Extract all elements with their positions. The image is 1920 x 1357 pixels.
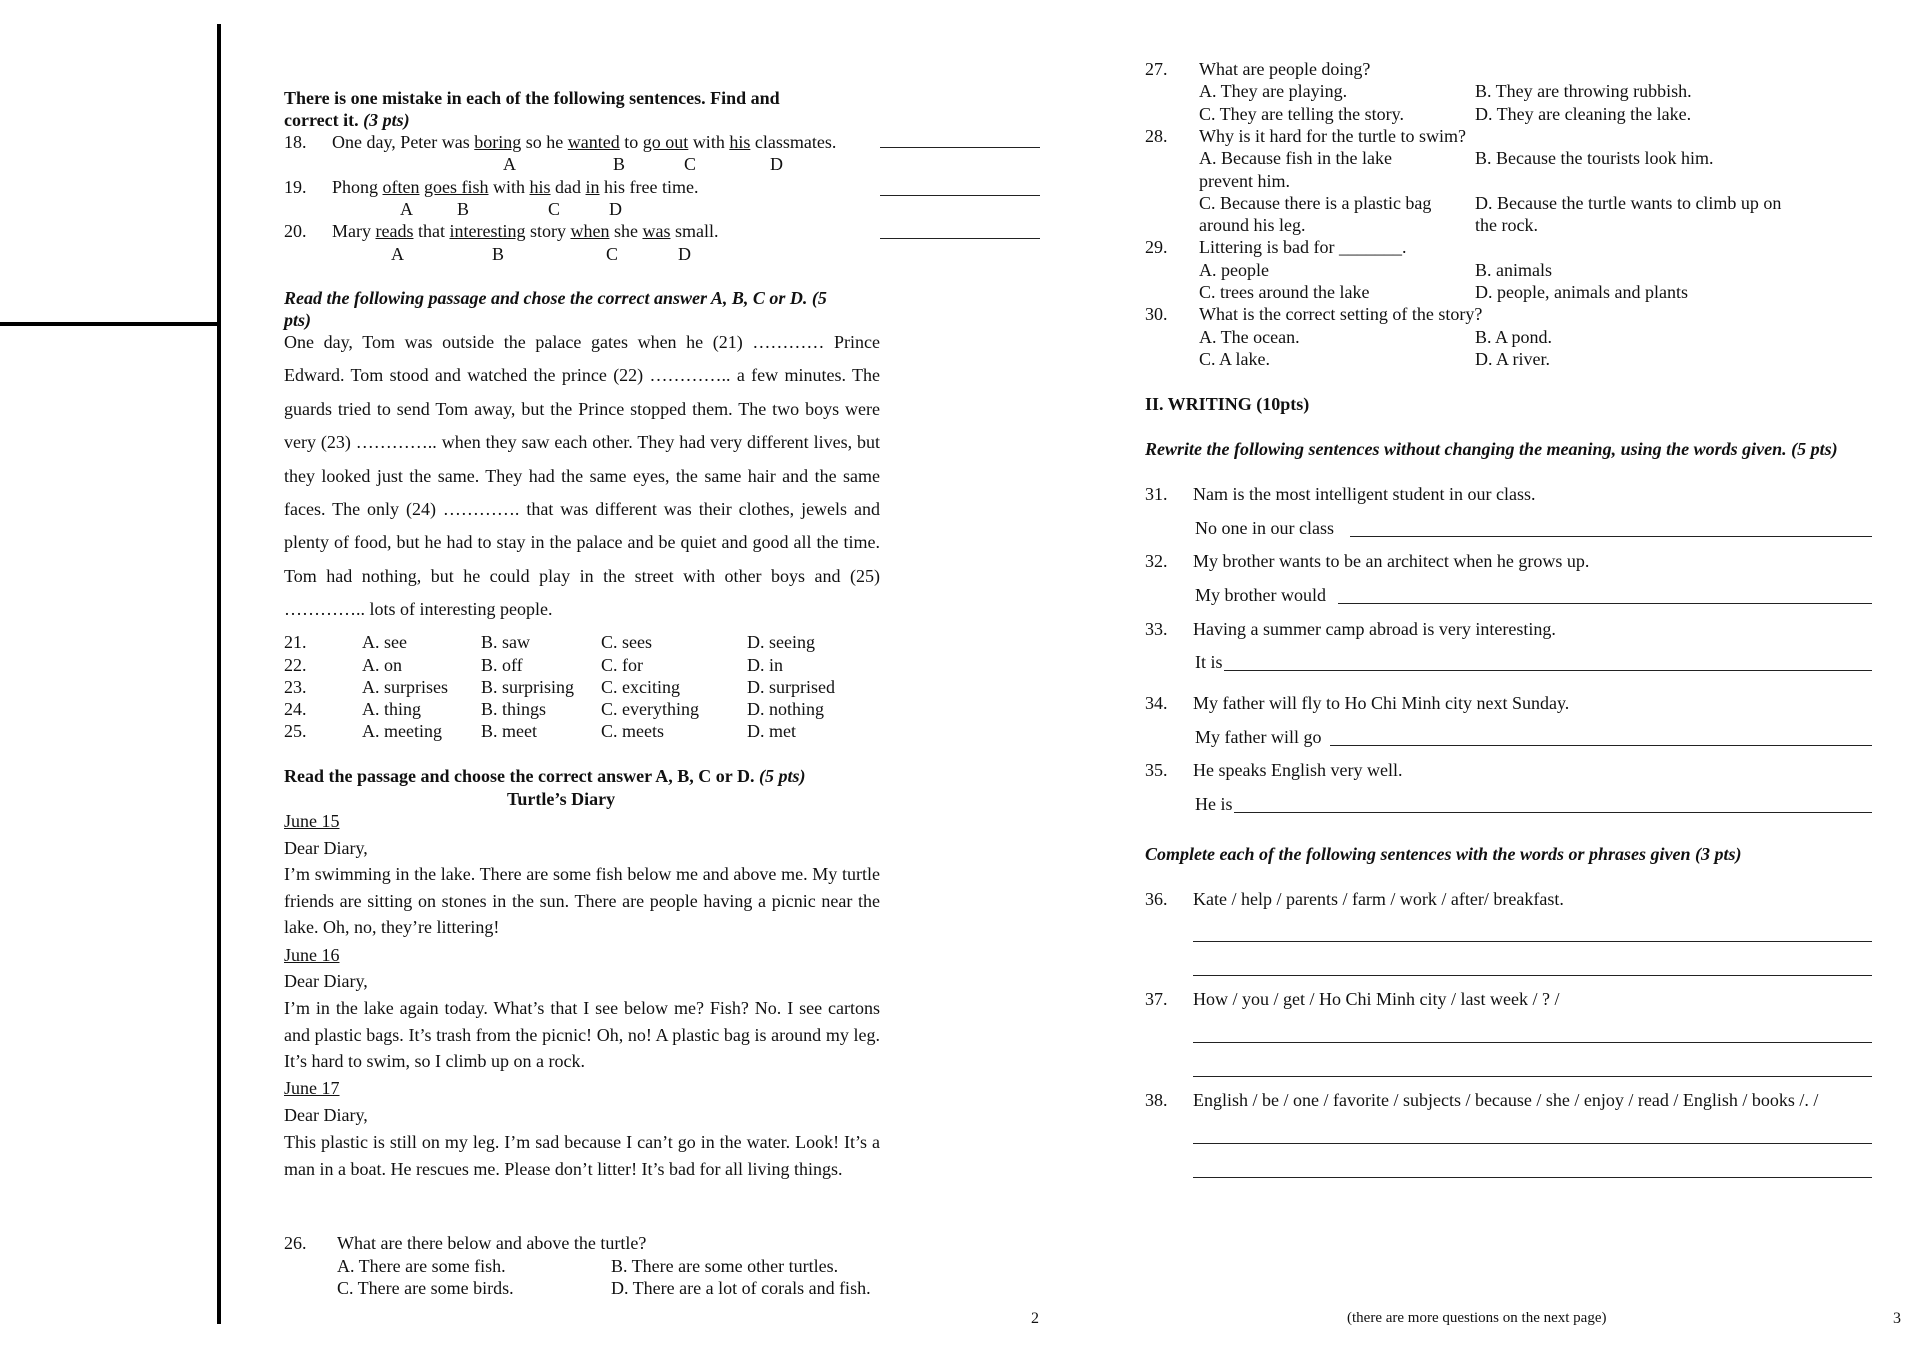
diary-date: June 17 <box>284 1078 340 1098</box>
option-a: A. There are some fish. <box>337 1256 506 1276</box>
option-letter: B <box>613 154 626 174</box>
option-d: D. They are cleaning the lake. <box>1475 104 1692 124</box>
option-d: D. in <box>747 655 783 675</box>
rewrite-prompt: No one in our class <box>1195 518 1334 538</box>
option-b: B. animals <box>1475 260 1552 280</box>
option-a: A. meeting <box>362 721 442 741</box>
answer-line-36a[interactable] <box>1193 941 1872 942</box>
cloze-passage: One day, Tom was outside the palace gates when he (21) ………… Prince Edward. Tom stood and watched the prince (22) ………….. a few minutes. The guards tried to send Tom away, but the Prince stopped them. The two boys were very (23) ………….. when they saw each other. They had very different lives, but they looked just the same. They had the same eyes, the same hair and the same faces. The only (24) …………. that was different was their clothes, jewels and plenty of food, but he had to stay in the palace and be quiet and good all the time. Tom had nothing, but he could play in the street with other boys and (25) ………….. lots of interesting people. <box>284 332 880 620</box>
question-text: What are there below and above the turtle? <box>337 1233 647 1253</box>
option-c: C. everything <box>601 699 699 719</box>
answer-line-37a[interactable] <box>1193 1042 1872 1043</box>
question-num: 36. <box>1145 889 1168 909</box>
option-a: A. thing <box>362 699 422 719</box>
option-letter: B <box>492 244 505 264</box>
question-num: 27. <box>1145 59 1168 79</box>
option-letter: A <box>503 154 516 174</box>
rewrite-prompt: He is <box>1195 794 1233 814</box>
option-row-num: 21. <box>284 632 307 652</box>
option-b: B. things <box>481 699 547 719</box>
diary-date: June 15 <box>284 811 340 831</box>
option-row-num: 24. <box>284 699 307 719</box>
diary-entry-text: I’m in the lake again today. What’s that I see below me? Fish? No. I see cartons and plastic bags. It’s trash from the picnic! Oh, no! A plastic bag is around my leg. It’s hard to swim, so I climb up on a rock. <box>284 998 880 1072</box>
binding-horizontal-line <box>0 322 219 326</box>
answer-line-34[interactable] <box>1330 745 1872 746</box>
complete-cue: Kate / help / parents / farm / work / after/ breakfast. <box>1193 889 1564 909</box>
option-letter: B <box>457 199 470 219</box>
option-row-num: 22. <box>284 655 307 675</box>
answer-line-33[interactable] <box>1224 670 1872 671</box>
option-d: D. Because the turtle wants to climb up on <box>1475 193 1782 213</box>
question-num: 26. <box>284 1233 307 1253</box>
rewrite-section-title: Rewrite the following sentences without changing the meaning, using the words given. (5 pts) <box>1145 439 1838 459</box>
answer-blank-18[interactable] <box>880 147 1040 148</box>
option-a: A. see <box>362 632 407 652</box>
option-c: C. for <box>601 655 643 675</box>
option-b: B. They are throwing rubbish. <box>1475 81 1692 101</box>
option-a: A. on <box>362 655 402 675</box>
footer-note: (there are more questions on the next page) <box>1347 1310 1607 1326</box>
error-item-18: 18. <box>284 132 307 152</box>
option-a: A. The ocean. <box>1199 327 1300 347</box>
diary-greeting: Dear Diary, <box>284 1105 368 1125</box>
rewrite-prompt: My brother would <box>1195 585 1326 605</box>
page-number: 2 <box>1031 1310 1039 1327</box>
option-d: D. There are a lot of corals and fish. <box>611 1278 871 1298</box>
option-c: C. A lake. <box>1199 349 1270 369</box>
option-a: A. Because fish in the lake <box>1199 148 1392 168</box>
error-item-20-sentence: Mary reads that interesting story when she was small. <box>332 221 719 241</box>
diary-entry-text: This plastic is still on my leg. I’m sad because I can’t go in the water. Look! It’s a man in a boat. He rescues me. Please don’t litter! It’s bad for all living things. <box>284 1132 880 1179</box>
rewrite-sentence: Nam is the most intelligent student in our class. <box>1193 484 1536 504</box>
option-d: D. surprised <box>747 677 835 697</box>
question-num: 31. <box>1145 484 1168 504</box>
page-number: 3 <box>1893 1310 1901 1327</box>
answer-line-32[interactable] <box>1338 603 1872 604</box>
cloze-section-title: Read the following passage and chose the correct answer A, B, C or D. (5 <box>284 288 827 308</box>
diary-greeting: Dear Diary, <box>284 971 368 991</box>
answer-line-35[interactable] <box>1234 812 1872 813</box>
option-d: D. met <box>747 721 796 741</box>
rewrite-prompt: My father will go <box>1195 727 1322 747</box>
rewrite-prompt: It is <box>1195 652 1223 672</box>
answer-line-38a[interactable] <box>1193 1143 1872 1144</box>
question-num: 35. <box>1145 760 1168 780</box>
error-item-20: 20. <box>284 221 307 241</box>
option-letter: C <box>548 199 561 219</box>
option-b: B. There are some other turtles. <box>611 1256 839 1276</box>
diary-entry-text: I’m swimming in the lake. There are some fish below me and above me. My turtle friends are sitting on stones in the sun. There are people having a picnic near the lake. Oh, no, they’re littering! <box>284 864 880 938</box>
question-num: 38. <box>1145 1090 1168 1110</box>
complete-section-title: Complete each of the following sentences with the words or phrases given (3 pts) <box>1145 844 1742 864</box>
option-a: A. people <box>1199 260 1269 280</box>
rewrite-sentence: He speaks English very well. <box>1193 760 1403 780</box>
question-num: 34. <box>1145 693 1168 713</box>
option-c: C. They are telling the story. <box>1199 104 1404 124</box>
diary-date: June 16 <box>284 945 340 965</box>
option-c: C. sees <box>601 632 652 652</box>
option-letter: C <box>684 154 697 174</box>
cloze-section-title-line2: pts) <box>284 310 311 330</box>
option-a-cont: prevent him. <box>1199 171 1290 191</box>
option-d: D. nothing <box>747 699 825 719</box>
option-b: B. Because the tourists look him. <box>1475 148 1714 168</box>
option-letter: D <box>609 199 622 219</box>
rewrite-sentence: My brother wants to be an architect when he grows up. <box>1193 551 1590 571</box>
diary-greeting: Dear Diary, <box>284 838 368 858</box>
question-num: 32. <box>1145 551 1168 571</box>
option-b: B. meet <box>481 721 537 741</box>
option-b: B. surprising <box>481 677 575 697</box>
complete-cue: How / you / get / Ho Chi Minh city / last week / ? / <box>1193 989 1560 1009</box>
option-a: A. surprises <box>362 677 448 697</box>
option-b: B. off <box>481 655 523 675</box>
option-letter: A <box>391 244 404 264</box>
answer-line-38b[interactable] <box>1193 1177 1872 1178</box>
option-row-num: 25. <box>284 721 307 741</box>
option-d: D. people, animals and plants <box>1475 282 1688 302</box>
answer-line-31[interactable] <box>1350 536 1872 537</box>
option-d-cont: the rock. <box>1475 215 1538 235</box>
error-section-title-line2: correct it. (3 pts) <box>284 110 410 130</box>
option-b: B. A pond. <box>1475 327 1553 347</box>
option-c: C. There are some birds. <box>337 1278 514 1298</box>
question-text: Why is it hard for the turtle to swim? <box>1199 126 1466 146</box>
binding-vertical-line <box>217 24 221 1324</box>
error-item-18-sentence: One day, Peter was boring so he wanted to go out with his classmates. <box>332 132 837 152</box>
answer-blank-19[interactable] <box>880 195 1040 196</box>
option-row-num: 23. <box>284 677 307 697</box>
question-num: 29. <box>1145 237 1168 257</box>
answer-line-36b[interactable] <box>1193 975 1872 976</box>
question-num: 30. <box>1145 304 1168 324</box>
option-c: C. exciting <box>601 677 680 697</box>
option-letter: D <box>770 154 783 174</box>
option-d: D. A river. <box>1475 349 1550 369</box>
error-item-19: 19. <box>284 177 307 197</box>
option-letter: A <box>400 199 413 219</box>
question-text: What are people doing? <box>1199 59 1371 79</box>
option-a: A. They are playing. <box>1199 81 1348 101</box>
complete-cue: English / be / one / favorite / subjects / because / she / enjoy / read / English / books /. / <box>1193 1090 1819 1110</box>
rewrite-sentence: Having a summer camp abroad is very interesting. <box>1193 619 1556 639</box>
option-c: C. Because there is a plastic bag <box>1199 193 1432 213</box>
reading-section-title: Read the passage and choose the correct answer A, B, C or D. (5 pts) <box>284 766 806 786</box>
option-b: B. saw <box>481 632 530 652</box>
error-section-title: There is one mistake in each of the following sentences. Find and <box>284 88 780 108</box>
rewrite-sentence: My father will fly to Ho Chi Minh city next Sunday. <box>1193 693 1570 713</box>
option-d: D. seeing <box>747 632 815 652</box>
question-num: 37. <box>1145 989 1168 1009</box>
question-num: 33. <box>1145 619 1168 639</box>
question-text: Littering is bad for _______. <box>1199 237 1407 257</box>
writing-heading: II. WRITING (10pts) <box>1145 394 1310 414</box>
story-title: Turtle’s Diary <box>507 789 616 809</box>
answer-line-37b[interactable] <box>1193 1076 1872 1077</box>
question-num: 28. <box>1145 126 1168 146</box>
option-c: C. trees around the lake <box>1199 282 1370 302</box>
question-text: What is the correct setting of the story? <box>1199 304 1483 324</box>
option-c: C. meets <box>601 721 664 741</box>
error-item-19-sentence: Phong often goes fish with his dad in his free time. <box>332 177 699 197</box>
option-c-cont: around his leg. <box>1199 215 1306 235</box>
option-letter: C <box>606 244 619 264</box>
option-letter: D <box>678 244 691 264</box>
answer-blank-20[interactable] <box>880 238 1040 239</box>
